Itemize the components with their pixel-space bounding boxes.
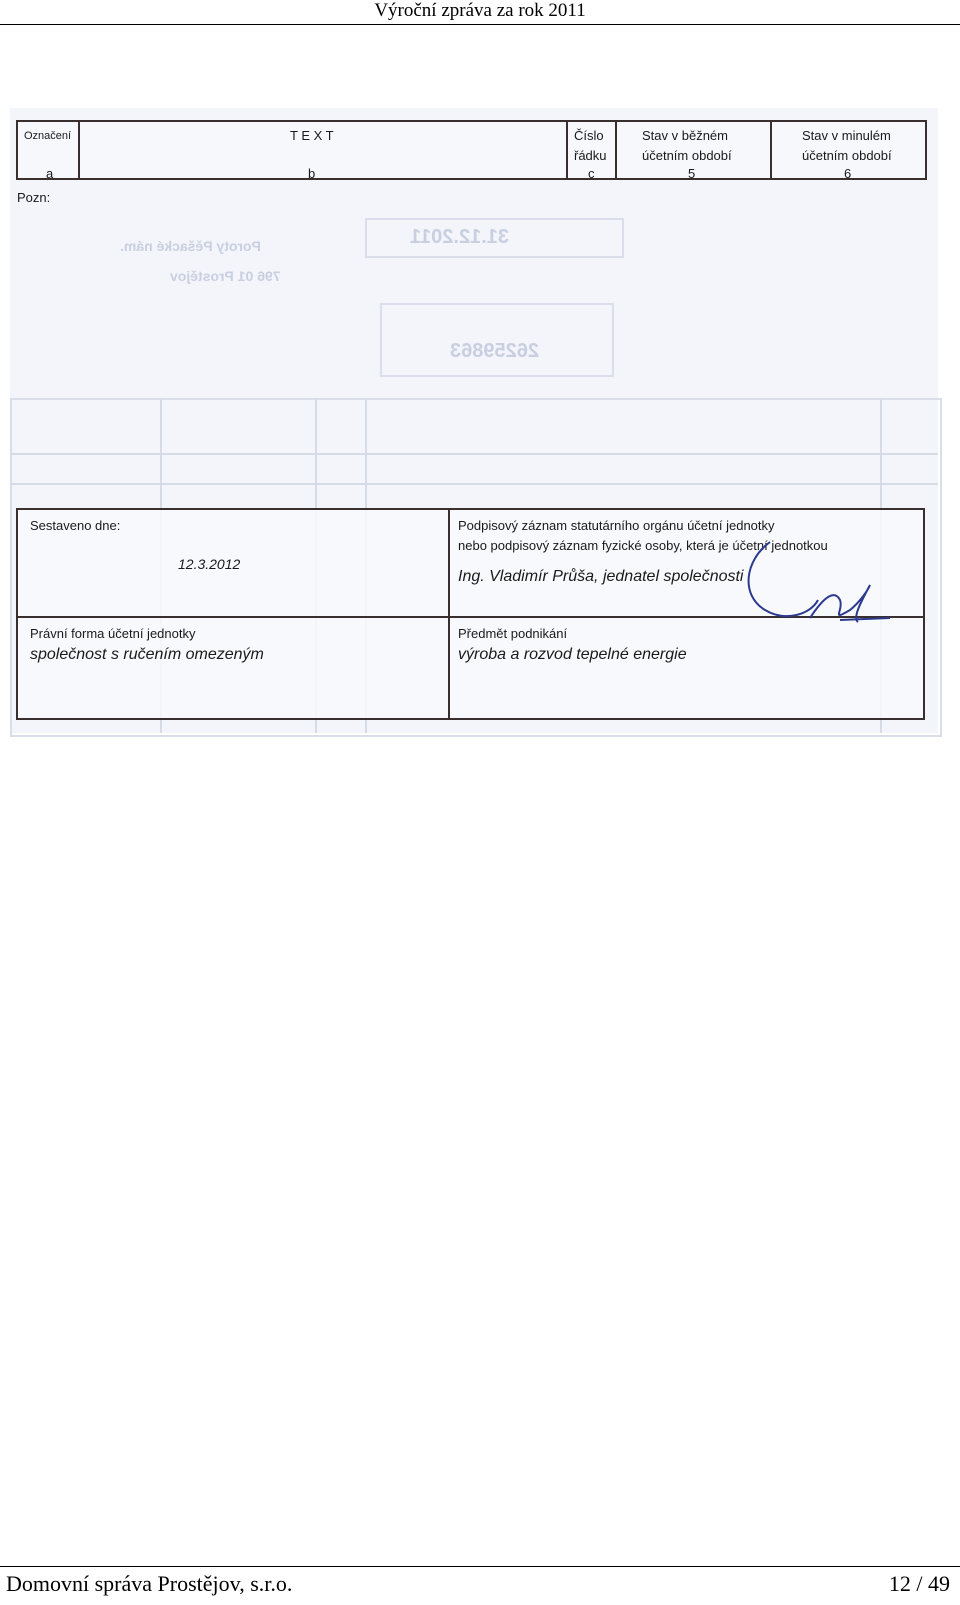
column-divider bbox=[566, 122, 568, 178]
predmet-value: výroba a rozvod tepelné energie bbox=[458, 646, 687, 663]
col-stav-bezny-label: Stav v běžném bbox=[642, 128, 728, 143]
col-cislo-label: Číslo bbox=[574, 128, 604, 143]
form-header-table bbox=[16, 120, 927, 180]
column-divider bbox=[615, 122, 617, 178]
sestaveno-label: Sestaveno dne: bbox=[30, 518, 121, 533]
col-cislo-label-2: řádku bbox=[574, 148, 607, 163]
page-footer bbox=[0, 1566, 960, 1605]
ghost-text: 26259863 bbox=[450, 340, 539, 362]
ghost-line bbox=[10, 483, 938, 485]
predmet-label: Předmět podnikání bbox=[458, 626, 568, 641]
ghost-text: 796 01 Prostějov bbox=[170, 268, 281, 284]
podpis-label-2: nebo podpisový záznam fyzické osoby, která je účetní jednotkou bbox=[458, 538, 828, 553]
column-divider bbox=[78, 122, 80, 178]
signature-icon bbox=[740, 540, 900, 640]
footer-page-number: 12 / 49 bbox=[888, 1571, 950, 1596]
sestaveno-value: 12.3.2012 bbox=[178, 556, 241, 572]
ghost-text: 31.12.2011 bbox=[410, 226, 509, 248]
podpis-label: Podpisový záznam statutárního orgánu účetní jednotky bbox=[458, 518, 775, 533]
col-stav-bezny-label-2: účetním období bbox=[642, 148, 732, 163]
podpis-value: Ing. Vladimír Průša, jednatel společnosti bbox=[458, 568, 744, 585]
col-stav-minuly-label: Stav v minulém bbox=[802, 128, 891, 143]
footer-company: Domovní správa Prostějov, s.r.o. bbox=[6, 1571, 293, 1596]
col-text-label: T E X T bbox=[290, 128, 334, 143]
ghost-text: Poroty Pěšacké nám. bbox=[120, 238, 261, 254]
pravni-forma-value: společnost s ručením omezeným bbox=[30, 646, 264, 663]
col-stav-minuly-label-2: účetním období bbox=[802, 148, 892, 163]
col-index-b: b bbox=[308, 166, 316, 181]
pozn-label: Pozn: bbox=[17, 190, 51, 205]
ghost-line bbox=[10, 453, 938, 455]
col-index-c: c bbox=[588, 166, 595, 181]
pravni-forma-label: Právní forma účetní jednotky bbox=[30, 626, 196, 641]
col-index-6: 6 bbox=[844, 166, 852, 181]
column-divider bbox=[448, 510, 450, 718]
page-header: Výroční zpráva za rok 2011 bbox=[0, 0, 960, 25]
col-index-a: a bbox=[46, 166, 54, 181]
col-oznaceni-label: Označení bbox=[24, 130, 72, 142]
column-divider bbox=[770, 122, 772, 178]
col-index-5: 5 bbox=[688, 166, 696, 181]
